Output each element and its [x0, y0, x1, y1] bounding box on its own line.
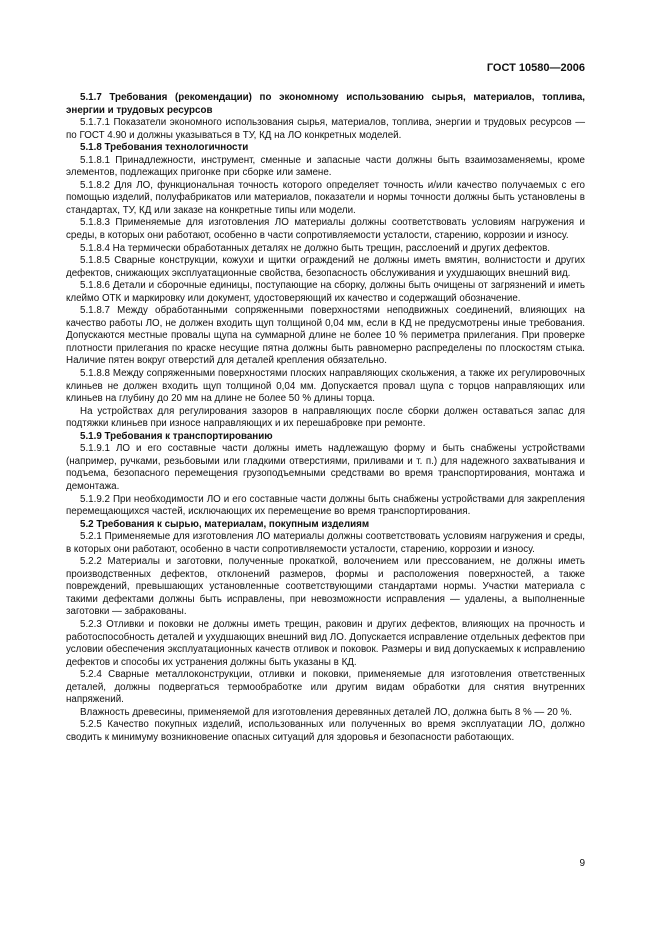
- paragraph: Влажность древесины, применяемой для изготовления деревянных деталей ЛО, должна быть 8 % — 20 %.: [80, 706, 572, 718]
- paragraph: 5.1.8.7 Между обработанными сопряженными поверхностями неподвижных соединений, влияющих на качество работы ЛО, не должен входить щуп толщиной 0,04 мм, если в КД не предусмотрены иные требования. Допускаются местные провалы щупа на суммарной длине не более 10 % периметра прилегания. При проверке плотности прилегания по краске несущие пятна должны быть равномерно распределены по плоскостям стыка. Наличие пятен вокруг отверстий для деталей крепления обязательно.: [66, 305, 585, 367]
- paragraph: 5.2.1 Применяемые для изготовления ЛО материалы должны соответствовать условиям нагружения и среды, в которых они работают, особенно в части сопротивляемости усталости, старению, коррозии и износу.: [66, 531, 585, 555]
- paragraph: 5.1.8.1 Принадлежности, инструмент, сменные и запасные части должны быть взаимозаменяемы, кроме элементов, подлежащих пригонке при сборке или замене.: [66, 154, 585, 179]
- paragraph: 5.2.5 Качество покупных изделий, использованных или полученных во время эксплуатации ЛО, должно сводить к минимуму возникновение опасных ситуаций для здоровья и безопасности работающих.: [66, 719, 585, 743]
- paragraph: 5.1.9.2 При необходимости ЛО и его составные части должны быть снабжены устройствами для закрепления перемещающихся частей, исключающих их перемещение во время транспортирования.: [66, 493, 585, 518]
- paragraph: 5.1.8.4 На термически обработанных деталях не должно быть трещин, расслоений и других дефектов.: [80, 242, 551, 254]
- standard-number: ГОСТ 10580—2006: [486, 62, 585, 74]
- paragraph: 5.1.7.1 Показатели экономного использования сырья, материалов, топлива, энергии и трудовых ресурсов — по ГОСТ 4.90 и должны указываться в ТУ, КД на ЛО конкретных моделей.: [66, 117, 585, 141]
- paragraph: 5.1.8.8 Между сопряженными поверхностями плоских направляющих скольжения, а также их регулировочных клиньев не должен входить щуп толщиной 0,04 мм. Допускается провал щупа с торцов направляющих или клиньев на глубину до 20 мм на длине не более 50 % длины торца.: [66, 368, 585, 405]
- section-heading: 5.2 Требования к сырью, материалам, покупным изделиям: [80, 518, 370, 530]
- paragraph: 5.1.8.3 Применяемые для изготовления ЛО материалы должны соответствовать условиям нагружения и среды, в которых они работают, особенно в части сопротивляемости усталости, старению, коррозии и износу.: [66, 217, 585, 242]
- paragraph: 5.1.8.6 Детали и сборочные единицы, поступающие на сборку, должны быть очищены от загрязнений и иметь клеймо ОТК и маркировку или документ, удостоверяющий их качество и содержащий обозначение.: [66, 280, 585, 304]
- section-heading: 5.1.9 Требования к транспортированию: [80, 430, 273, 442]
- page-number: 9: [579, 858, 585, 869]
- paragraph: 5.1.8.5 Сварные конструкции, кожухи и щитки ограждений не должны иметь вмятин, волнистости и других дефектов, снижающих эксплуатационные свойства, безопасность обслуживания и ухудшающих внешний вид.: [66, 255, 585, 279]
- document-body: [66, 92, 585, 744]
- paragraph: 5.2.3 Отливки и поковки не должны иметь трещин, раковин и других дефектов, влияющих на прочность и работоспособность деталей и ухудшающих внешний вид ЛО. Допускается исправление отдельных дефектов при условии обеспечения эксплуатационных качеств отливок и поковок. Размеры и вид допускаемых к исправлению дефектов и способы их устранения должны быть указаны в КД.: [66, 618, 585, 668]
- paragraph: 5.2.4 Сварные металлоконструкции, отливки и поковки, применяемые для изготовления ответственных деталей, должны подвергаться термообработке или другим видам обработки для снятия внутренних напряжений.: [66, 669, 585, 706]
- paragraph: 5.1.9.1 ЛО и его составные части должны иметь надлежащую форму и быть снабжены устройствами (например, ручками, резьбовыми или гладкими отверстиями, приливами и т. п.) для надежного захватывания и подъема, безопасного перемещения грузоподъемными средствами во время транспортирования, монтажа и демонтажа.: [66, 443, 585, 492]
- section-heading: 5.1.8 Требования технологичности: [80, 142, 249, 154]
- document-header: [487, 62, 585, 74]
- paragraph: 5.1.8.2 Для ЛО, функциональная точность которого определяет точность и/или качество получаемых с его помощью изделий, полуфабрикатов или материалов, показатели и нормы точности должны быть установлены в стандартах, ТУ, КД или заказе на конкретные типы или модели.: [66, 179, 585, 216]
- paragraph: На устройствах для регулирования зазоров в направляющих после сборки должен оставаться запас для подтяжки клиньев при износе направляющих и их перешабровке при ремонте.: [66, 405, 585, 430]
- section-heading: 5.1.7 Требования (рекомендации) по экономному использованию сырья, материалов, топлива, энергии и трудовых ресурсов: [66, 92, 585, 116]
- paragraph: 5.2.2 Материалы и заготовки, полученные прокаткой, волочением или прессованием, не должны иметь производственных дефектов, отклонений размеров, формы и расположения поверхностей, а также повреждений, превышающих установленные соответствующими стандартами нормы. Участки материала с такими дефектами должны быть исправлены, при невозможности исправления — удалены, а выполненные заготовки — забракованы.: [66, 556, 585, 618]
